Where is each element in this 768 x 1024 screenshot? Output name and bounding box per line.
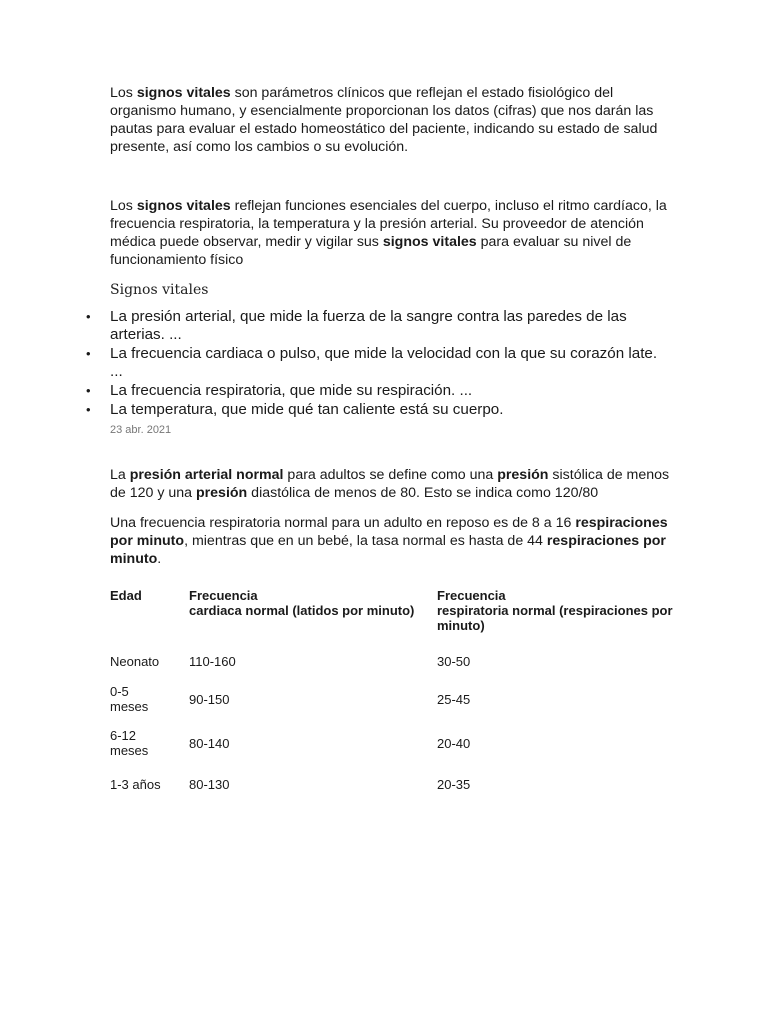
header-respiratory-rate-line1: Frecuencia xyxy=(437,588,506,603)
list-item xyxy=(86,401,670,419)
bold-term: presión xyxy=(497,467,549,483)
text-run: reflejan funciones esenciales del cuerpo, incluso el ritmo cardíaco, la frecuencia respiratoria, la temperatura y la presión arterial. Su proveedor de atención médica puede observar, medir y vigilar sus xyxy=(110,198,667,250)
text-run: La xyxy=(110,467,130,483)
cell-heart-rate: 80-130 xyxy=(189,776,230,792)
bullet-icon: • xyxy=(86,346,91,361)
cell-age-text: 1-3 años xyxy=(110,776,161,792)
text-run: diastólica de menos de 80. Esto se indica como 120/80 xyxy=(247,485,599,501)
cell-age-text: meses xyxy=(110,743,149,758)
header-heart-rate-line1: Frecuencia xyxy=(189,588,258,603)
header-respiratory-rate xyxy=(437,588,710,646)
list-item-text: La presión arterial, que mide la fuerza de la sangre contra las paredes de las arterias. ... xyxy=(110,308,627,343)
cell-respiratory-rate: 25-45 xyxy=(437,691,471,707)
table-row xyxy=(110,676,710,722)
bold-term: signos vitales xyxy=(136,198,231,214)
vitals-list xyxy=(86,308,670,420)
header-heart-rate-line2: cardiaca normal (latidos por minuto) xyxy=(189,603,415,618)
vital-rates-table xyxy=(110,588,710,804)
text-run: son parámetros clínicos que reflejan el estado fisiológico del organismo humano, y esencialmente proporcionan los datos (cifras) que nos darán las pautas para evaluar el estado homeostático del paciente, indicando su estado de salud presente, así como los cambios o su evolución. xyxy=(110,85,658,155)
cell-respiratory-rate: 20-35 xyxy=(437,776,471,792)
cell-heart-rate: 90-150 xyxy=(189,691,230,707)
cell-age-text: Neonato xyxy=(110,653,160,669)
text-run: , mientras que en un bebé, la tasa normal es hasta de 44 xyxy=(184,533,547,549)
header-age-label: Edad xyxy=(110,588,142,603)
table-row xyxy=(110,722,710,764)
header-respiratory-rate-line2: respiratoria normal (respiraciones por minuto) xyxy=(437,603,673,633)
bullet-icon: • xyxy=(86,402,91,417)
text-run: Los xyxy=(110,198,137,214)
table-row xyxy=(110,764,710,804)
respiratory-rate-paragraph xyxy=(110,514,670,568)
header-heart-rate xyxy=(189,588,437,646)
text-run: sistólica de menos de 120 y una xyxy=(110,467,670,501)
text-run: Los xyxy=(110,85,137,101)
header-age xyxy=(110,588,189,646)
cell-heart-rate: 80-140 xyxy=(189,735,230,751)
bullet-icon: • xyxy=(86,309,91,324)
functions-paragraph xyxy=(110,197,670,269)
bold-term: presión arterial normal xyxy=(129,467,284,483)
section-heading: Signos vitales xyxy=(110,282,209,298)
bold-term: signos vitales xyxy=(136,85,231,101)
text-run: . xyxy=(157,551,162,567)
list-item xyxy=(86,308,670,344)
cell-age-text: 6-12 xyxy=(110,728,137,743)
cell-age-text: 0-5 xyxy=(110,684,129,699)
list-item-text: La frecuencia respiratoria, que mide su respiración. ... xyxy=(110,382,473,399)
bold-term: respiraciones por minuto xyxy=(110,533,666,567)
list-item-text: La temperatura, que mide qué tan caliente está su cuerpo. xyxy=(110,401,504,418)
bold-term: respiraciones por minuto xyxy=(110,515,668,549)
text-run: para adultos se define como una xyxy=(283,467,498,483)
date-note: 23 abr. 2021 xyxy=(110,424,172,436)
bold-term: signos vitales xyxy=(382,234,477,250)
cell-age-text: meses xyxy=(110,699,149,714)
bold-term: presión xyxy=(195,485,248,501)
table-header-row xyxy=(110,588,710,646)
cell-age xyxy=(110,764,189,804)
list-item-text: La frecuencia cardiaca o pulso, que mide la velocidad con la que su corazón late. ... xyxy=(110,345,658,380)
cell-heart-rate: 110-160 xyxy=(189,653,236,669)
cell-age xyxy=(110,646,189,676)
cell-respiratory-rate: 30-50 xyxy=(437,653,471,669)
table-row xyxy=(110,646,710,676)
cell-respiratory-rate: 20-40 xyxy=(437,735,471,751)
cell-age xyxy=(110,676,189,722)
text-run: Una frecuencia respiratoria normal para un adulto en reposo es de 8 a 16 xyxy=(110,515,576,531)
list-item xyxy=(86,382,670,400)
cell-age xyxy=(110,722,189,764)
bullet-icon: • xyxy=(86,383,91,398)
blood-pressure-paragraph xyxy=(110,466,670,502)
text-run: para evaluar su nivel de funcionamiento físico xyxy=(110,234,632,268)
intro-paragraph xyxy=(110,84,670,156)
list-item xyxy=(86,345,670,381)
